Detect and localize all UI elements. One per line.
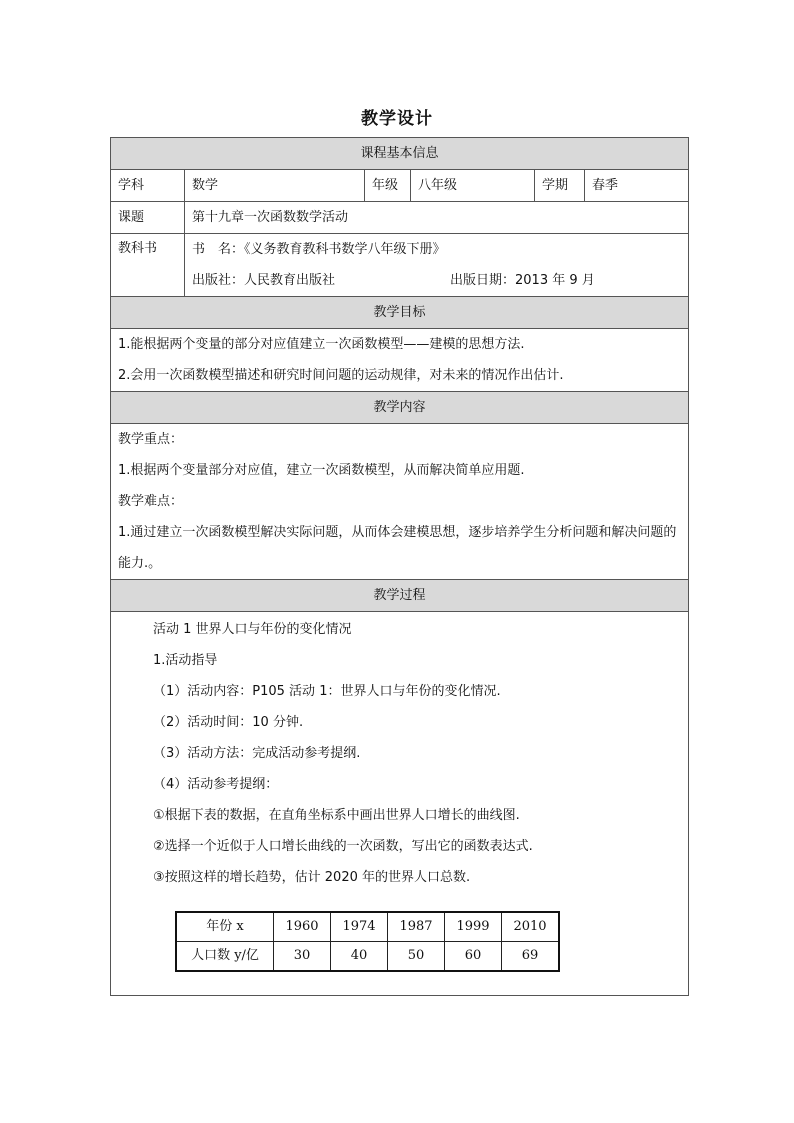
publisher-row xyxy=(192,265,688,296)
textbook-info xyxy=(185,234,689,297)
subject-label: 学科 xyxy=(111,170,185,202)
subject-value: 数学 xyxy=(185,170,365,202)
population-cell: 40 xyxy=(331,942,388,972)
process-header: 教学过程 xyxy=(111,580,689,612)
term-value: 春季 xyxy=(585,170,689,202)
key-points-label: 教学重点： xyxy=(118,432,184,447)
difficulty-label: 教学难点： xyxy=(118,494,184,509)
year-cell: 1960 xyxy=(274,912,331,942)
population-cell: 30 xyxy=(274,942,331,972)
population-cell: 50 xyxy=(388,942,445,972)
year-header: 年份 x xyxy=(176,912,274,942)
outline-step: ①根据下表的数据，在直角坐标系中画出世界人口增长的曲线图. xyxy=(153,808,520,823)
guide-item: （2）活动时间：10 分钟. xyxy=(153,715,304,730)
guide-item: （4）活动参考提纲： xyxy=(153,777,279,792)
activity-guide: 1.活动指导 xyxy=(153,653,218,668)
term-label: 学期 xyxy=(535,170,585,202)
process-body xyxy=(111,612,689,996)
basic-info-header: 课程基本信息 xyxy=(111,138,689,170)
page-title: 教学设计 xyxy=(361,109,433,129)
publisher: 出版社：人民教育出版社 xyxy=(192,273,336,288)
content-header: 教学内容 xyxy=(111,392,689,424)
guide-item: （3）活动方法：完成活动参考提纲. xyxy=(153,746,361,761)
objectives-body xyxy=(111,329,689,392)
objective-item: 2.会用一次函数模型描述和研究时间问题的运动规律，对未来的情况作出估计. xyxy=(118,368,564,383)
outline-step: ②选择一个近似于人口增长曲线的一次函数，写出它的函数表达式. xyxy=(153,839,533,854)
outline-step: ③按照这样的增长趋势，估计 2020 年的世界人口总数. xyxy=(153,870,471,885)
activity-title: 活动 1 世界人口与年份的变化情况 xyxy=(153,622,352,637)
year-cell: 2010 xyxy=(502,912,560,942)
year-cell: 1999 xyxy=(445,912,502,942)
objectives-header: 教学目标 xyxy=(111,297,689,329)
guide-item: （1）活动内容：P105 活动 1：世界人口与年份的变化情况. xyxy=(153,684,501,699)
grade-value: 八年级 xyxy=(411,170,535,202)
lesson-plan-table xyxy=(110,137,689,996)
population-data-table xyxy=(175,911,560,972)
objective-item: 1.能根据两个变量的部分对应值建立一次函数模型——建模的思想方法. xyxy=(118,337,525,352)
population-cell: 60 xyxy=(445,942,502,972)
grade-label: 年级 xyxy=(365,170,411,202)
topic-label: 课题 xyxy=(111,202,185,234)
year-cell: 1974 xyxy=(331,912,388,942)
publish-date: 出版日期：2013 年 9 月 xyxy=(450,273,595,288)
book-name: 书 名：《义务教育教科书数学八年级下册》 xyxy=(192,242,446,257)
key-point-item: 1.根据两个变量部分对应值，建立一次函数模型，从而解决简单应用题. xyxy=(118,463,525,478)
topic-value: 第十九章一次函数数学活动 xyxy=(185,202,689,234)
difficulty-item: 1.通过建立一次函数模型解决实际问题，从而体会建模思想，逐步培养学生分析问题和解决问题的能力.。 xyxy=(118,525,677,571)
population-header: 人口数 y/亿 xyxy=(176,942,274,972)
textbook-label: 教科书 xyxy=(111,234,185,297)
year-cell: 1987 xyxy=(388,912,445,942)
population-cell: 69 xyxy=(502,942,560,972)
content-body xyxy=(111,424,689,580)
